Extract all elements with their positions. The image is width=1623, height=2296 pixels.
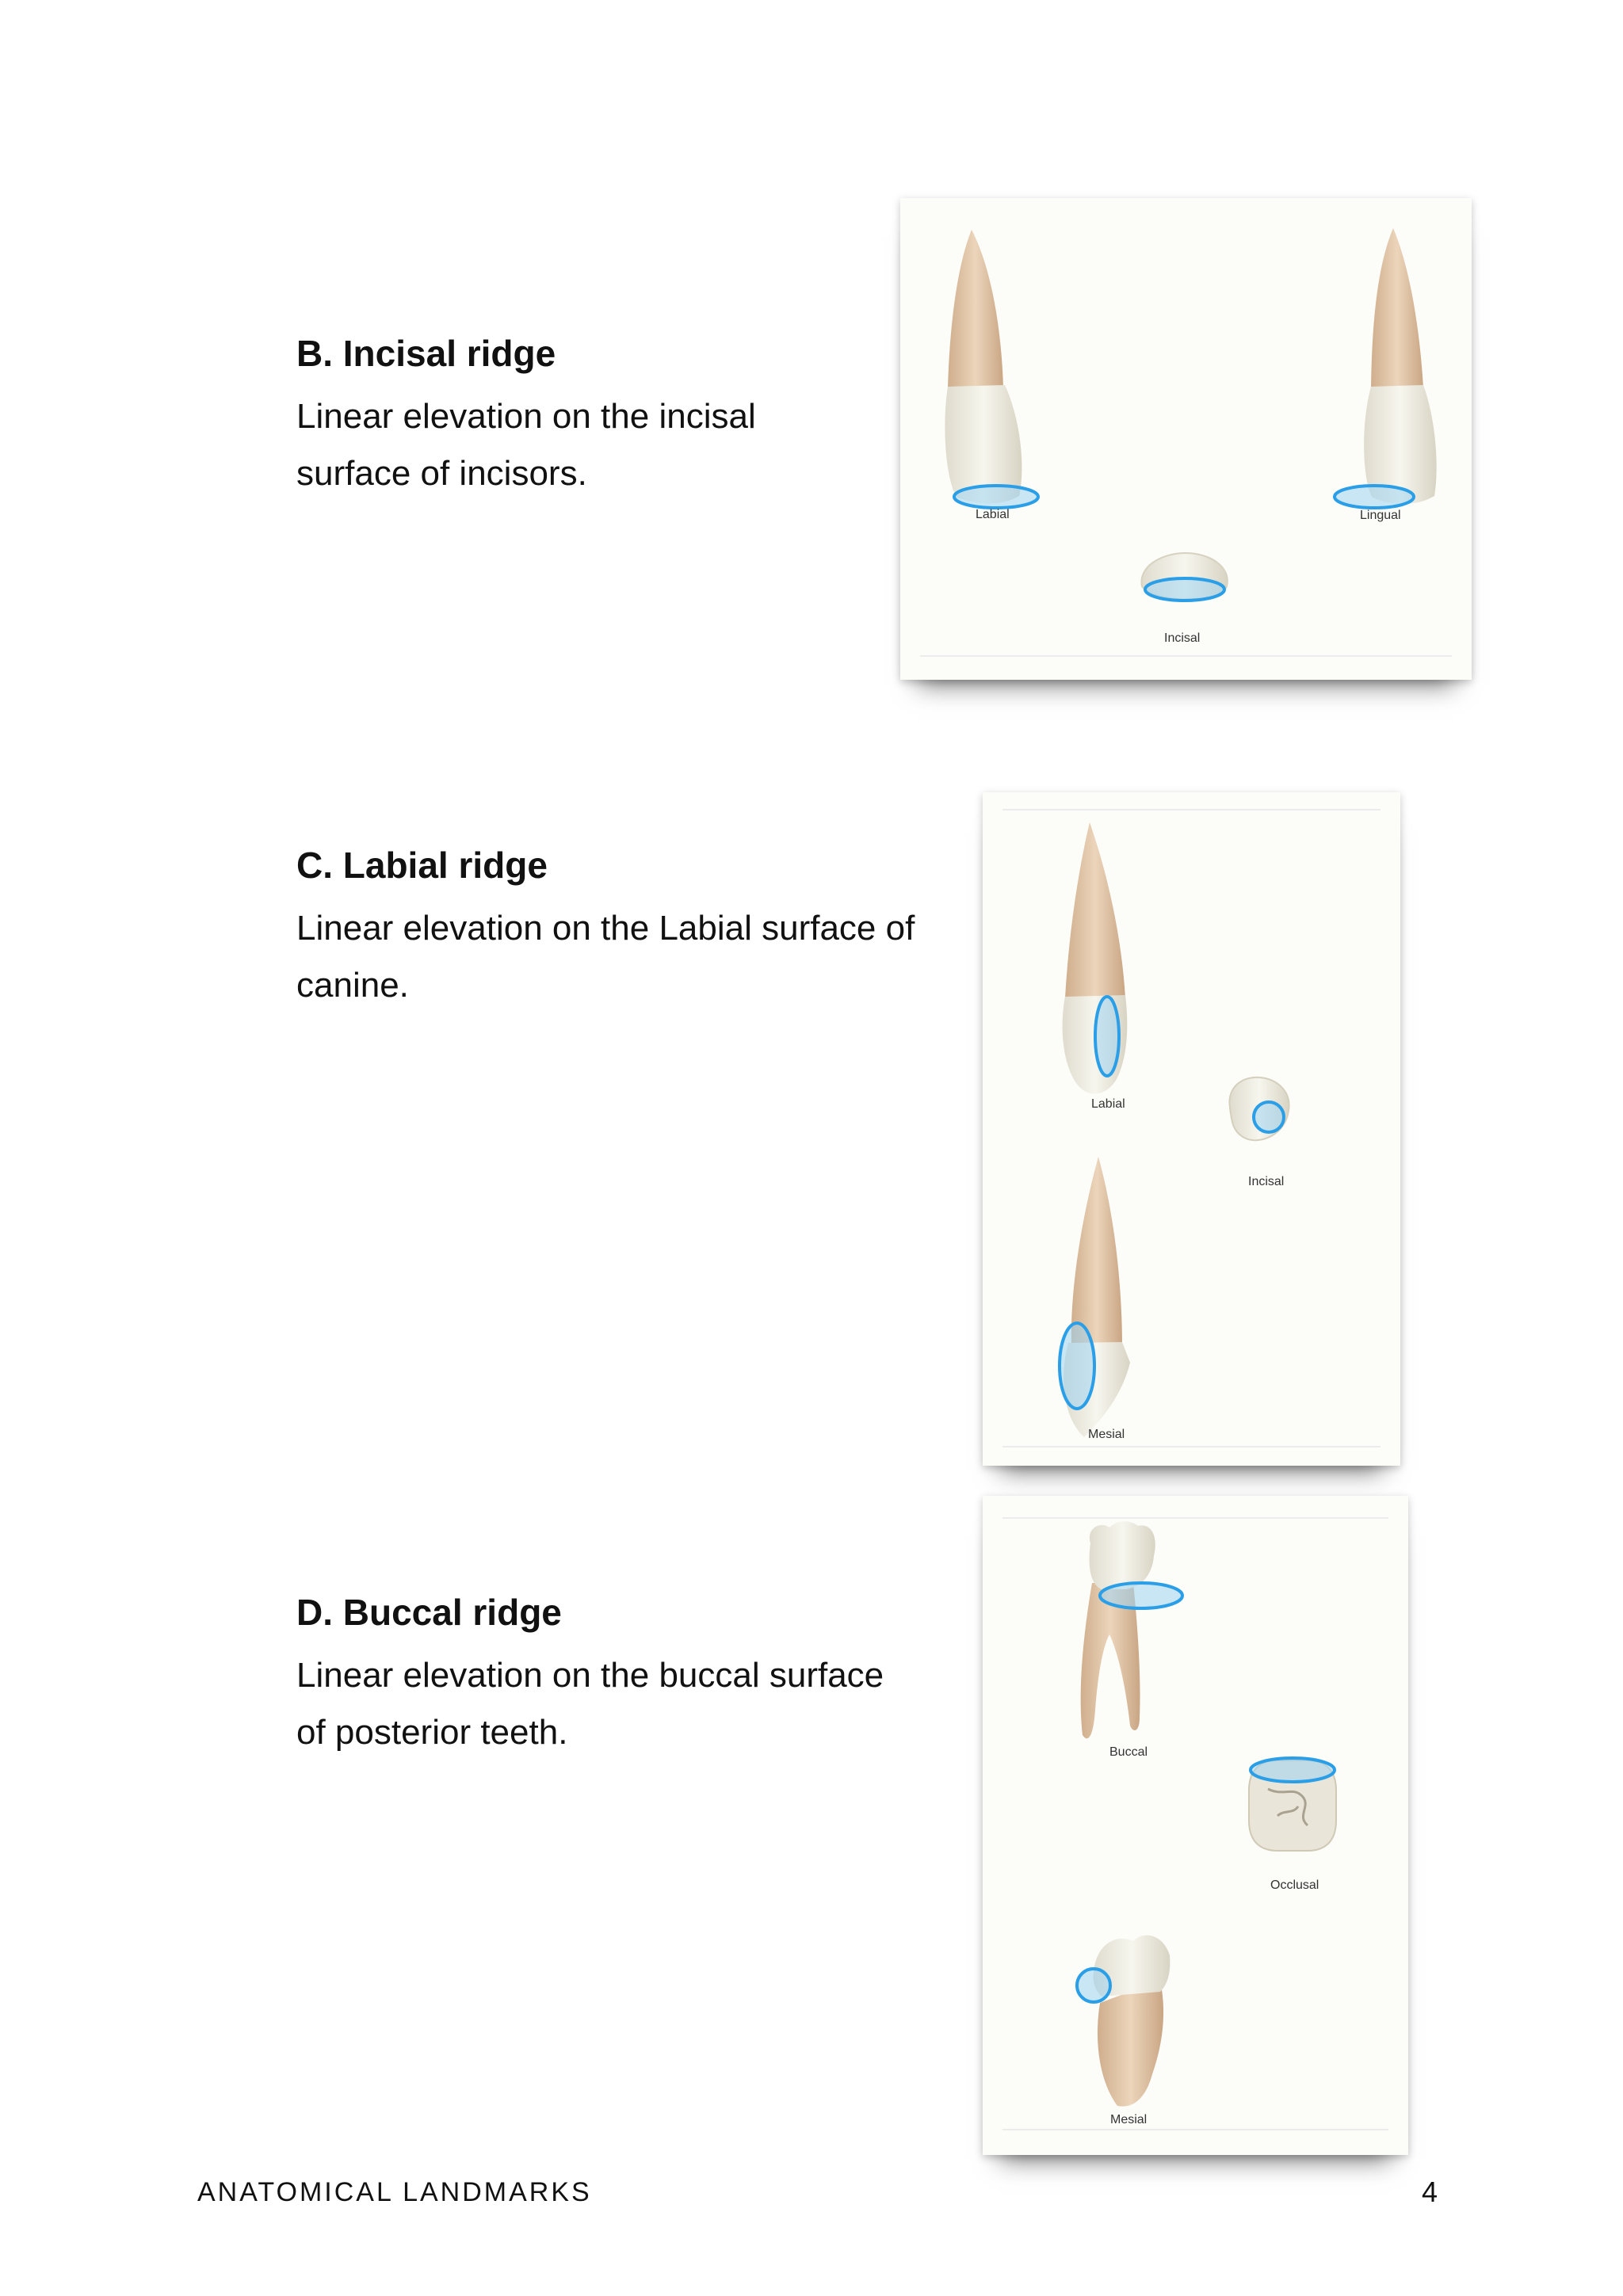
lingual-incisor-tooth-illustration <box>1335 228 1437 522</box>
label-labial: Labial <box>976 508 1010 521</box>
mesial-canine-tooth-illustration <box>1060 1157 1130 1441</box>
section-title-labial-ridge: C. Labial ridge <box>296 845 548 886</box>
section-description-labial-ridge: Linear elevation on the Labial surface of canine. <box>296 909 915 1005</box>
label-mesial-canine: Mesial <box>1088 1428 1125 1441</box>
label-buccal: Buccal <box>1109 1745 1148 1759</box>
incisal-canine-tooth-illustration <box>1230 1077 1289 1188</box>
section-description-incisal-ridge: Linear elevation on the incisal surface of incisors. <box>296 397 756 493</box>
section-title-buccal-ridge: D. Buccal ridge <box>296 1592 562 1633</box>
buccal-molar-tooth-illustration <box>1081 1521 1182 1759</box>
incisal-view-tooth-illustration <box>1141 553 1227 645</box>
labial-canine-tooth-illustration <box>1063 822 1128 1111</box>
incisor-figure <box>900 198 1472 680</box>
occlusal-molar-tooth-illustration <box>1249 1758 1336 1892</box>
label-occlusal: Occlusal <box>1270 1878 1319 1892</box>
label-labial-canine: Labial <box>1091 1097 1125 1111</box>
section-description-buccal-ridge: Linear elevation on the buccal surface of posterior teeth. <box>296 1656 884 1752</box>
canine-figure <box>983 792 1400 1466</box>
molar-figure <box>983 1496 1408 2155</box>
label-mesial-molar: Mesial <box>1110 2113 1148 2126</box>
labial-incisor-tooth-illustration <box>945 230 1038 521</box>
label-incisal: Incisal <box>1164 631 1201 645</box>
label-lingual: Lingual <box>1360 509 1401 522</box>
section-title-incisal-ridge: B. Incisal ridge <box>296 333 556 374</box>
mesial-molar-tooth-illustration <box>1077 1936 1170 2126</box>
footer-title: ANATOMICAL LANDMARKS <box>197 2177 592 2207</box>
label-incisal-canine: Incisal <box>1248 1175 1285 1188</box>
page-number: 4 <box>1421 2176 1438 2208</box>
